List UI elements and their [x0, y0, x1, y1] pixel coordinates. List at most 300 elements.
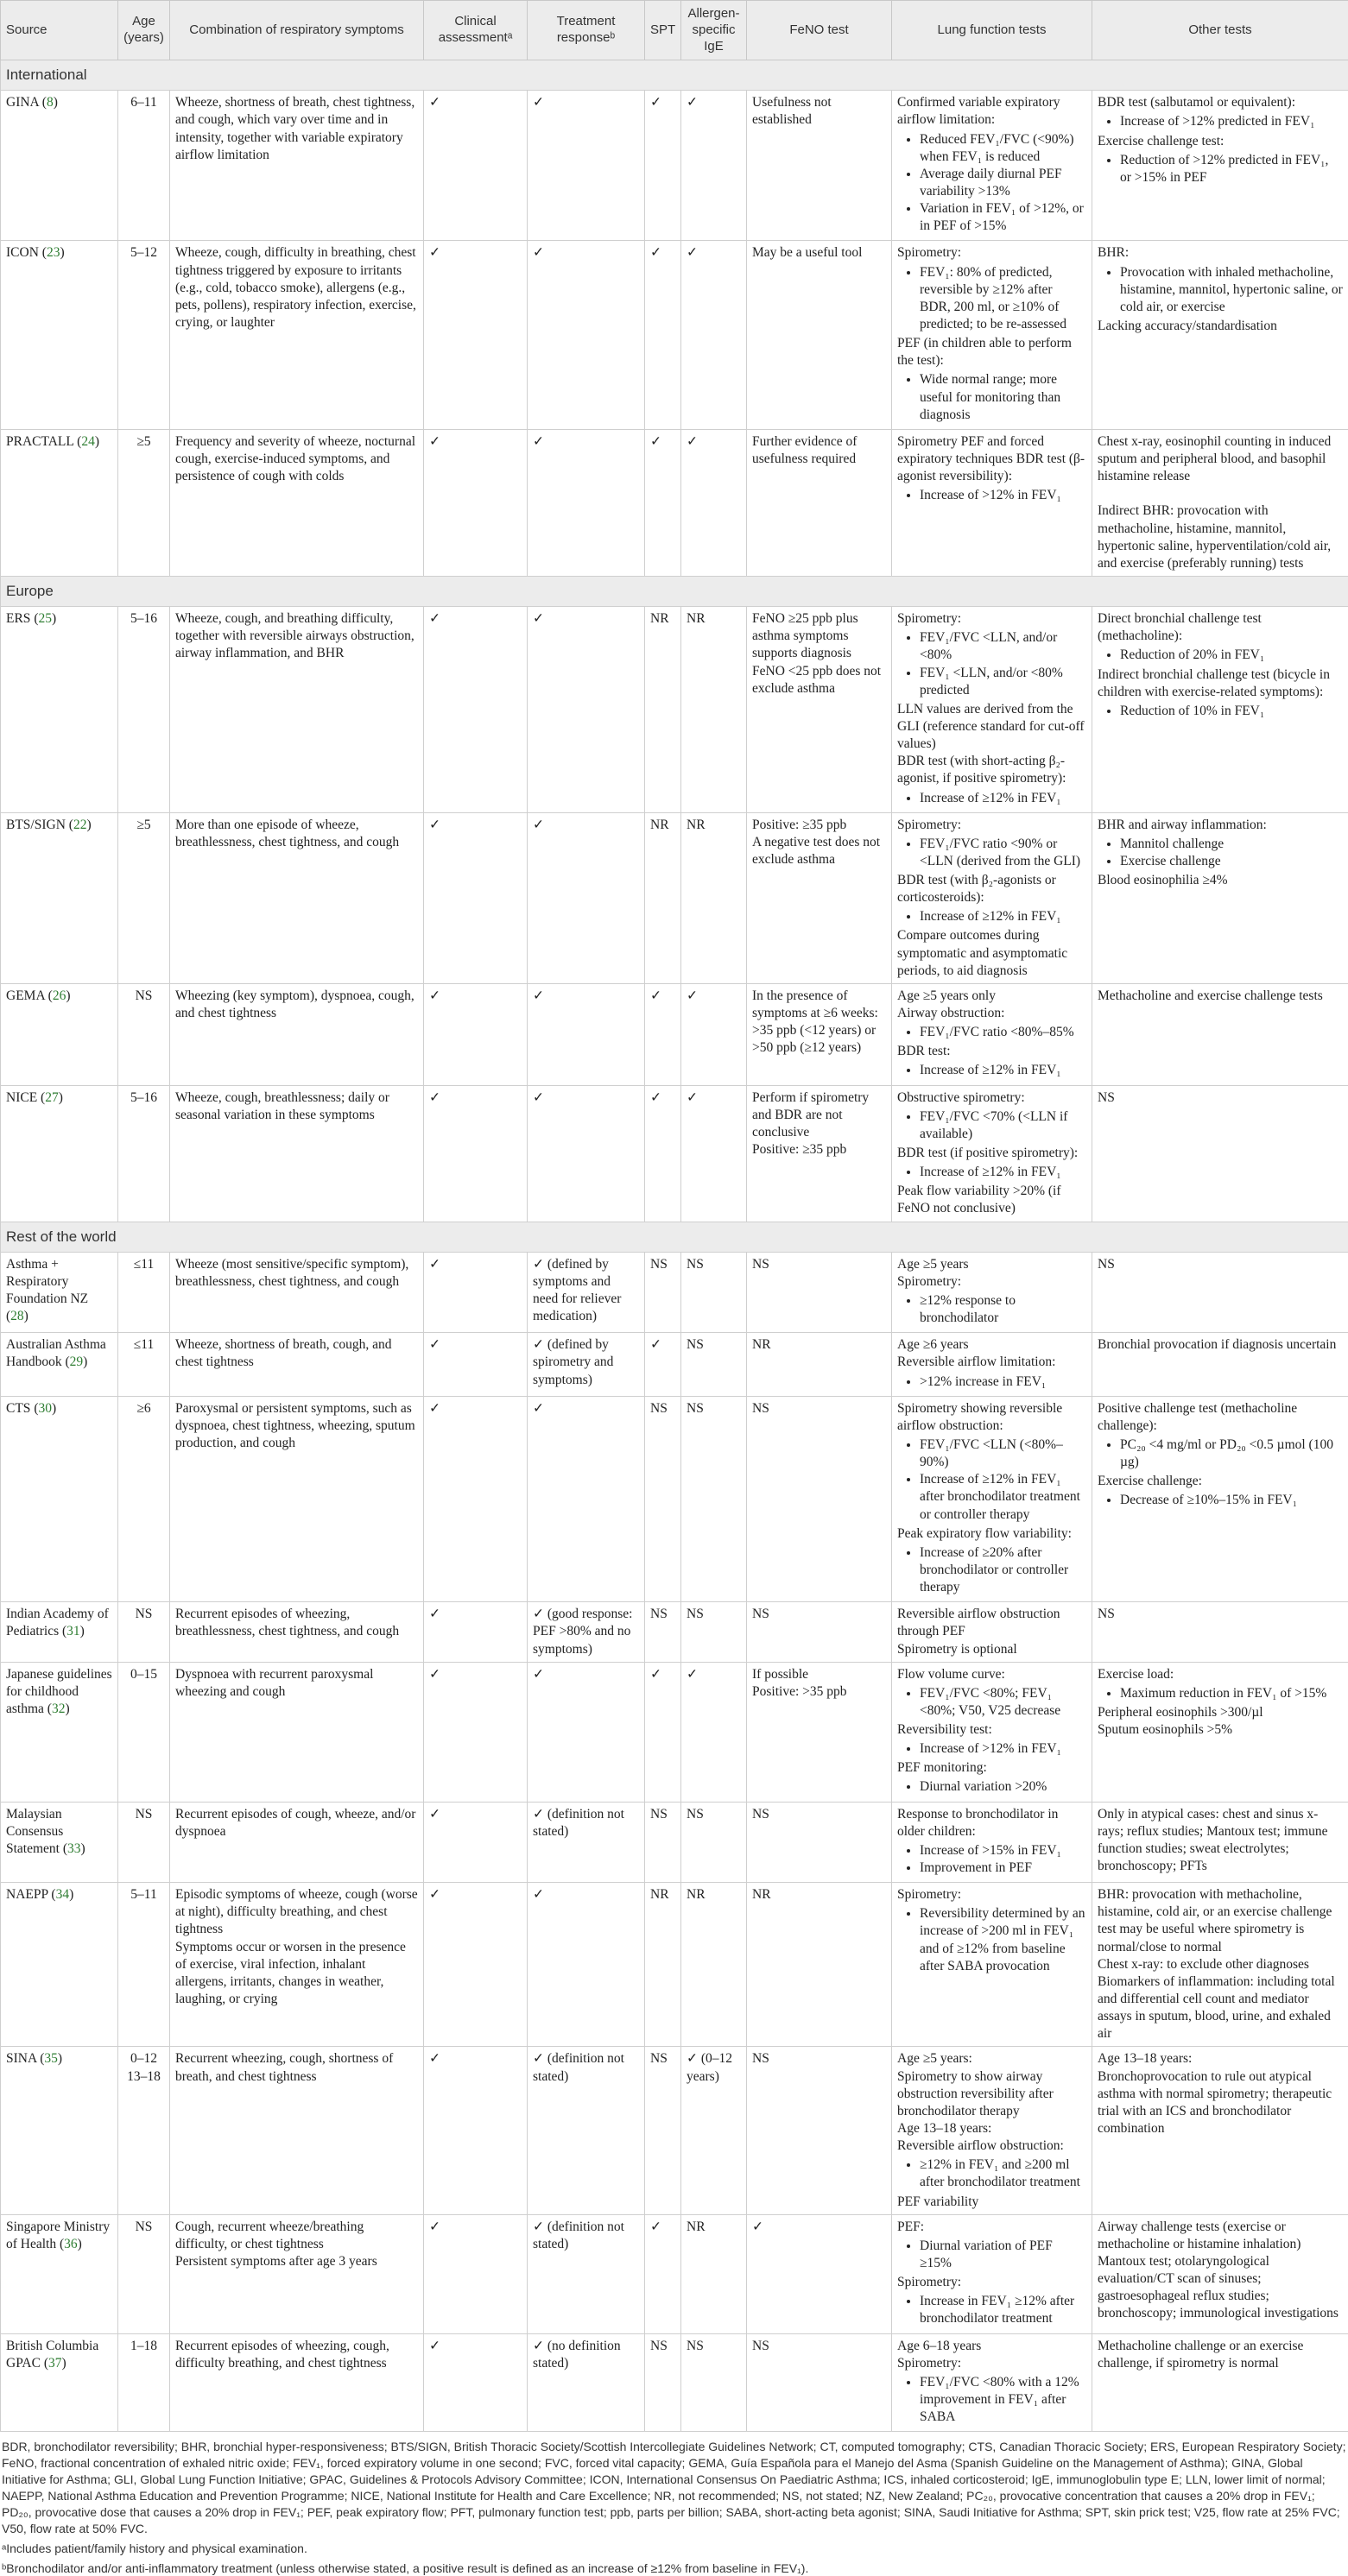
cell-text: Positive challenge test (methacholine challenge):	[1098, 1400, 1343, 1435]
cell-text: Wheeze (most sensitive/specific symptom), breathlessness, chest tightness, and cough	[175, 1256, 418, 1291]
reference-link[interactable]: 26	[53, 988, 66, 1003]
symptoms-cell	[170, 1602, 424, 1662]
cell-text: BHR: provocation with methacholine, histamine, cold air, or an exercise challenge test may be useful where spirometry is normal/close to normal	[1098, 1886, 1343, 1956]
treat-cell: ✓	[528, 1396, 645, 1602]
cell-text: Spirometry:	[897, 244, 1086, 262]
reference-link[interactable]: 24	[81, 434, 95, 449]
ige-cell: NS	[681, 1802, 747, 1883]
clin-cell: ✓	[424, 241, 528, 429]
cell-text: Biomarkers of inflammation: including total and differential cell count and mediator assays in sputum, blood, urine, and exhaled air	[1098, 1973, 1343, 2043]
table-row	[1, 1252, 1348, 1333]
reference-link[interactable]: 36	[64, 2237, 78, 2251]
bullet-item: • Diurnal variation >20%	[920, 1778, 1086, 1796]
source-name: GINA	[6, 95, 39, 110]
source-name: ICON	[6, 245, 39, 260]
symptoms-cell	[170, 1883, 424, 2047]
symptoms-cell	[170, 983, 424, 1085]
source-cell: British Columbia GPAC (37)	[1, 2333, 118, 2432]
cell-text: BDR test (salbutamol or equivalent):	[1098, 94, 1343, 111]
symptoms-cell	[170, 1396, 424, 1602]
bullet-list	[1098, 703, 1343, 720]
cell-text: Reversibility test:	[897, 1721, 1086, 1739]
cell-text: Age ≥5 years:	[897, 2050, 1086, 2068]
cell-text: Lacking accuracy/standardisation	[1098, 318, 1343, 335]
source-cell: Asthma + Respiratory Foundation NZ (28)	[1, 1252, 118, 1333]
reference-link[interactable]: 27	[45, 1090, 59, 1105]
section-title: Europe	[1, 577, 1348, 607]
cell-text: BDR test (if positive spirometry):	[897, 1145, 1086, 1162]
spt-cell: ✓	[645, 1333, 681, 1396]
bullet-item: • FEV₁/FVC <70% (<LLN if available)	[920, 1108, 1086, 1143]
other-tests-cell	[1092, 1396, 1348, 1602]
feno-cell	[747, 1662, 892, 1802]
source-cell: Singapore Ministry of Health (36)	[1, 2214, 118, 2333]
feno-cell	[747, 1602, 892, 1662]
treat-cell: ✓	[528, 1085, 645, 1222]
feno-cell	[747, 983, 892, 1085]
bullet-item: • FEV₁/FVC ratio <80%–85%	[920, 1024, 1086, 1041]
cell-text: Confirmed variable expiratory airflow limitation:	[897, 94, 1086, 129]
symptoms-cell	[170, 429, 424, 576]
feno-cell	[747, 812, 892, 983]
bullet-list	[897, 908, 1086, 925]
cell-text: Recurrent episodes of wheezing, breathlessness, chest tightness, and cough	[175, 1606, 418, 1640]
bullet-list	[1098, 152, 1343, 186]
cell-text: Positive: ≥35 ppb	[752, 1141, 886, 1159]
other-tests-cell	[1092, 1802, 1348, 1883]
section-title: International	[1, 60, 1348, 91]
cell-text: Exercise load:	[1098, 1666, 1343, 1683]
bullet-item: • Reversibility determined by an increase of >200 ml in FEV₁ and of ≥12% from baseline after SABA provocation	[920, 1905, 1086, 1975]
other-tests-cell	[1092, 1602, 1348, 1662]
other-tests-cell	[1092, 241, 1348, 429]
bullet-list	[897, 1544, 1086, 1596]
clin-cell: ✓	[424, 1883, 528, 2047]
other-tests-cell	[1092, 2047, 1348, 2214]
other-tests-cell	[1092, 1333, 1348, 1396]
lung-function-cell	[892, 2214, 1092, 2333]
column-header: Other tests	[1092, 1, 1348, 60]
bullet-item: • ≥12% response to bronchodilator	[920, 1292, 1086, 1327]
age-cell: ≥5	[118, 429, 170, 576]
footnote-a: ᵃIncludes patient/family history and physical examination.	[2, 2541, 1346, 2557]
cell-text: Spirometry is optional	[897, 1641, 1086, 1658]
bullet-item: • Diurnal variation of PEF ≥15%	[920, 2238, 1086, 2272]
treat-cell: ✓ (good response: PEF >80% and no symptoms)	[528, 1602, 645, 1662]
cell-text: More than one episode of wheeze, breathlessness, chest tightness, and cough	[175, 817, 418, 851]
reference-link[interactable]: 22	[73, 818, 87, 832]
table-row	[1, 607, 1348, 813]
other-tests-cell	[1092, 1662, 1348, 1802]
cell-text: Mantoux test; otolaryngological evaluation/CT scan of sinuses; gastroesophageal reflux studies; bronchoscopy; immunological investigations	[1098, 2253, 1343, 2323]
lung-function-cell	[892, 1662, 1092, 1802]
age-cell: NS	[118, 2214, 170, 2333]
table-row	[1, 2333, 1348, 2432]
bullet-item: • Improvement in PEF	[920, 1859, 1086, 1877]
treat-cell: ✓	[528, 241, 645, 429]
cell-text: In the presence of symptoms at ≥6 weeks: >35 ppb (<12 years) or >50 ppb (≥12 years)	[752, 988, 886, 1058]
feno-cell	[747, 2333, 892, 2432]
other-tests-cell	[1092, 983, 1348, 1085]
cell-text: Reversible airflow limitation:	[897, 1354, 1086, 1371]
lung-function-cell	[892, 1396, 1092, 1602]
cell-text: Cough, recurrent wheeze/breathing difficulty, or chest tightness	[175, 2219, 418, 2253]
cell-text: Airway obstruction:	[897, 1005, 1086, 1022]
cell-text: Sputum eosinophils >5%	[1098, 1721, 1343, 1739]
source-cell: ICON (23)	[1, 241, 118, 429]
symptoms-cell	[170, 1662, 424, 1802]
column-header: FeNO test	[747, 1, 892, 60]
bullet-item: • Increase in FEV₁ ≥12% after bronchodilator treatment	[920, 2293, 1086, 2327]
cell-text: Dyspnoea with recurrent paroxysmal wheezing and cough	[175, 1666, 418, 1701]
feno-cell	[747, 607, 892, 813]
reference-link[interactable]: 23	[47, 245, 60, 260]
footnotes	[0, 2432, 1348, 2576]
bullet-item: • FEV₁/FVC <80%; FEV₁ <80%; V50, V25 decrease	[920, 1685, 1086, 1720]
source-name: CTS	[6, 1401, 30, 1416]
age-cell: 5–12	[118, 241, 170, 429]
table-row	[1, 1333, 1348, 1396]
spt-cell: ✓	[645, 1085, 681, 1222]
cell-text: NS	[1098, 1089, 1343, 1107]
clin-cell: ✓	[424, 1396, 528, 1602]
feno-cell	[747, 1883, 892, 2047]
table-row	[1, 1883, 1348, 2047]
cell-text: Spirometry:	[897, 610, 1086, 628]
table-row	[1, 812, 1348, 983]
cell-text: Recurrent episodes of wheezing, cough, difficulty breathing, and chest tightness	[175, 2338, 418, 2372]
ige-cell: ✓ (0–12 years)	[681, 2047, 747, 2214]
spt-cell: NR	[645, 607, 681, 813]
cell-text: Persistent symptoms after age 3 years	[175, 2253, 418, 2270]
table-row	[1, 429, 1348, 576]
spt-cell: NS	[645, 1252, 681, 1333]
symptoms-cell	[170, 241, 424, 429]
cell-text: Chest x-ray: to exclude other diagnoses	[1098, 1956, 1343, 1973]
cell-text: Reversible airflow obstruction:	[897, 2137, 1086, 2155]
table-row	[1, 1085, 1348, 1222]
feno-cell	[747, 1396, 892, 1602]
cell-text: Obstructive spirometry:	[897, 1089, 1086, 1107]
other-tests-cell	[1092, 1883, 1348, 2047]
spt-cell: ✓	[645, 2214, 681, 2333]
cell-text: Spirometry to show airway obstruction reversibility after bronchodilator therapy	[897, 2068, 1086, 2120]
cell-text: Spirometry PEF and forced expiratory techniques BDR test (β-agonist reversibility):	[897, 433, 1086, 485]
symptoms-cell	[170, 607, 424, 813]
cell-text: Spirometry:	[897, 1886, 1086, 1904]
cell-text: BHR and airway inflammation:	[1098, 817, 1343, 834]
spt-cell: NS	[645, 1602, 681, 1662]
table-row	[1, 241, 1348, 429]
cell-text: Symptoms occur or worsen in the presence of exercise, viral infection, inhalant allergens, irritants, changes in weather, laughing, or crying	[175, 1939, 418, 2009]
bullet-list	[897, 2156, 1086, 2191]
bullet-item: • ≥12% in FEV₁ and ≥200 ml after bronchodilator treatment	[920, 2156, 1086, 2191]
source-name: British Columbia GPAC	[6, 2339, 98, 2371]
other-tests-cell	[1092, 1085, 1348, 1222]
reference-link[interactable]: 28	[10, 1309, 24, 1323]
feno-cell	[747, 1252, 892, 1333]
clin-cell: ✓	[424, 2214, 528, 2333]
cell-text: NS	[1098, 1606, 1343, 1623]
age-cell: 5–16	[118, 607, 170, 813]
clin-cell: ✓	[424, 2047, 528, 2214]
column-header: Combination of respiratory symptoms	[170, 1, 424, 60]
ige-cell: NR	[681, 607, 747, 813]
reference-link[interactable]: 37	[48, 2356, 62, 2371]
source-cell: SINA (35)	[1, 2047, 118, 2214]
cell-text: Blood eosinophilia ≥4%	[1098, 872, 1343, 889]
cell-text: Bronchial provocation if diagnosis uncertain	[1098, 1336, 1343, 1354]
column-header: Allergen-specific IgE	[681, 1, 747, 60]
column-header: Age (years)	[118, 1, 170, 60]
cell-text: Response to bronchodilator in older children:	[897, 1806, 1086, 1840]
spt-cell: ✓	[645, 983, 681, 1085]
reference-link[interactable]: 32	[52, 1702, 66, 1716]
source-cell: PRACTALL (24)	[1, 429, 118, 576]
cell-text: Methacholine and exercise challenge tests	[1098, 988, 1343, 1005]
reference-link[interactable]: 8	[47, 95, 54, 110]
treat-cell: ✓ (no definition stated)	[528, 2333, 645, 2432]
cell-text: Positive: >35 ppb	[752, 1683, 886, 1701]
bullet-list	[1098, 647, 1343, 664]
table-body	[1, 60, 1348, 2432]
cell-text: Frequency and severity of wheeze, nocturnal cough, exercise-induced symptoms, and persistence of cough with colds	[175, 433, 418, 485]
cell-text: Spirometry:	[897, 2274, 1086, 2291]
lung-function-cell	[892, 812, 1092, 983]
cell-text: Reversible airflow obstruction through PEF	[897, 1606, 1086, 1640]
treat-cell: ✓	[528, 983, 645, 1085]
cell-text: Recurrent wheezing, cough, shortness of breath, and chest tightness	[175, 2050, 418, 2085]
lung-function-cell	[892, 1085, 1092, 1222]
other-tests-cell	[1092, 812, 1348, 983]
section-row	[1, 1222, 1348, 1252]
cell-text: Recurrent episodes of cough, wheeze, and/or dyspnoea	[175, 1806, 418, 1840]
source-name: BTS/SIGN	[6, 818, 66, 832]
treat-cell: ✓	[528, 429, 645, 576]
ige-cell: NR	[681, 2214, 747, 2333]
reference-link[interactable]: 30	[38, 1401, 52, 1416]
source-cell: NAEPP (34)	[1, 1883, 118, 2047]
column-header: Lung function tests	[892, 1, 1092, 60]
source-cell: Indian Academy of Pediatrics (31)	[1, 1602, 118, 1662]
table-row	[1, 1396, 1348, 1602]
source-cell: CTS (30)	[1, 1396, 118, 1602]
bullet-list	[897, 1292, 1086, 1327]
cell-text: Compare outcomes during symptomatic and asymptomatic periods, to aid diagnosis	[897, 927, 1086, 979]
cell-text: FeNO <25 ppb does not exclude asthma	[752, 663, 886, 698]
bullet-item: • Increase of ≥12% in FEV₁	[920, 1164, 1086, 1181]
bullet-item: • Variation in FEV₁ of >12%, or in PEF of >15%	[920, 200, 1086, 235]
table-row	[1, 2047, 1348, 2214]
ige-cell: ✓	[681, 429, 747, 576]
age-cell: 5–16	[118, 1085, 170, 1222]
bullet-item: • Increase of ≥20% after bronchodilator or controller therapy	[920, 1544, 1086, 1596]
spt-cell: NR	[645, 1883, 681, 2047]
cell-text: Wheeze, shortness of breath, chest tightness, and cough, which vary over time and in intensity, together with variable expiratory airflow limitation	[175, 94, 418, 164]
ige-cell: ✓	[681, 91, 747, 241]
bullet-item: • FEV₁/FVC <80% with a 12% improvement in FEV₁ after SABA	[920, 2374, 1086, 2426]
cell-text: BHR:	[1098, 244, 1343, 262]
cell-text: Spirometry:	[897, 2355, 1086, 2372]
clin-cell: ✓	[424, 91, 528, 241]
spt-cell: ✓	[645, 1662, 681, 1802]
ige-cell: NS	[681, 1252, 747, 1333]
spt-cell: ✓	[645, 241, 681, 429]
feno-cell	[747, 429, 892, 576]
spt-cell: NS	[645, 2333, 681, 2432]
reference-link[interactable]: 34	[56, 1887, 70, 1902]
treat-cell: ✓	[528, 607, 645, 813]
age-cell: ≥6	[118, 1396, 170, 1602]
bullet-item: • Exercise challenge	[1120, 853, 1343, 870]
bullet-list	[897, 1024, 1086, 1041]
cell-text: Spirometry:	[897, 817, 1086, 834]
bullet-item: • Increase of >12% in FEV₁	[920, 1740, 1086, 1758]
cell-text: Wheeze, shortness of breath, cough, and chest tightness	[175, 1336, 418, 1371]
lung-function-cell	[892, 607, 1092, 813]
source-cell: GEMA (26)	[1, 983, 118, 1085]
source-name: Australian Asthma Handbook	[6, 1337, 106, 1369]
reference-link[interactable]: 33	[67, 1841, 81, 1856]
cell-text: Episodic symptoms of wheeze, cough (worse at night), difficulty breathing, and chest tightness	[175, 1886, 418, 1938]
reference-link[interactable]: 31	[66, 1624, 80, 1638]
lung-function-cell	[892, 241, 1092, 429]
cell-text: Only in atypical cases: chest and sinus x-rays; reflux studies; Mantoux test; immune function studies; sweat electrolytes; bronchoscopy; PFTs	[1098, 1806, 1343, 1876]
clin-cell: ✓	[424, 1085, 528, 1222]
clin-cell: ✓	[424, 1802, 528, 1883]
cell-text: Peak flow variability >20% (if FeNO not conclusive)	[897, 1183, 1086, 1217]
spt-cell: ✓	[645, 91, 681, 241]
reference-link[interactable]: 25	[38, 611, 52, 626]
reference-link[interactable]: 29	[70, 1354, 84, 1369]
bullet-list	[897, 371, 1086, 423]
feno-cell	[747, 1333, 892, 1396]
cell-text: Further evidence of usefulness required	[752, 433, 886, 468]
treat-cell: ✓ (definition not stated)	[528, 2047, 645, 2214]
reference-link[interactable]: 35	[44, 2051, 58, 2066]
bullet-list	[897, 1436, 1086, 1524]
bullet-item: • Wide normal range; more useful for monitoring than diagnosis	[920, 371, 1086, 423]
bullet-list	[1098, 113, 1343, 130]
source-cell: Australian Asthma Handbook (29)	[1, 1333, 118, 1396]
source-cell: GINA (8)	[1, 91, 118, 241]
ige-cell: ✓	[681, 983, 747, 1085]
bullet-item: • Maximum reduction in FEV₁ of >15%	[1120, 1685, 1343, 1702]
column-header: Clinical assessmentᵃ	[424, 1, 528, 60]
cell-text: If possible	[752, 1666, 886, 1683]
ige-cell: NS	[681, 1602, 747, 1662]
column-header: SPT	[645, 1, 681, 60]
table-row	[1, 983, 1348, 1085]
ige-cell: NS	[681, 1396, 747, 1602]
bullet-list	[897, 2374, 1086, 2426]
cell-text: NR	[752, 1886, 886, 1904]
bullet-list	[897, 629, 1086, 699]
bullet-item: • >12% increase in FEV₁	[920, 1373, 1086, 1391]
bullet-list	[897, 1108, 1086, 1143]
table-header	[1, 1, 1348, 60]
symptoms-cell	[170, 2047, 424, 2214]
bullet-item: • Reduction of >12% predicted in FEV₁, or >15% in PEF	[1120, 152, 1343, 186]
source-name: Indian Academy of Pediatrics	[6, 1607, 109, 1638]
lung-function-cell	[892, 1333, 1092, 1396]
cell-text: Bronchoprovocation to rule out atypical asthma with normal spirometry; therapeutic trial with an ICS and bronchodilator combination	[1098, 2068, 1343, 2138]
feno-cell	[747, 91, 892, 241]
spt-cell: NR	[645, 812, 681, 983]
source-cell: Malaysian Consensus Statement (33)	[1, 1802, 118, 1883]
source-name: GEMA	[6, 988, 45, 1003]
cell-text: Wheeze, cough, difficulty in breathing, chest tightness triggered by exposure to irritants (e.g., cold, tobacco smoke), allergens (e.g., pets, pollens), respiratory infection, exercise, crying, or laughter	[175, 244, 418, 331]
symptoms-cell	[170, 1802, 424, 1883]
treat-cell: ✓	[528, 91, 645, 241]
bullet-list	[1098, 1436, 1343, 1471]
cell-text: Usefulness not established	[752, 94, 886, 129]
bullet-list	[897, 1164, 1086, 1181]
source-name: NAEPP	[6, 1887, 48, 1902]
spt-cell: NS	[645, 1802, 681, 1883]
cell-text: NS	[752, 1806, 886, 1823]
spt-cell: NS	[645, 2047, 681, 2214]
treat-cell: ✓	[528, 812, 645, 983]
bullet-list	[897, 1685, 1086, 1720]
symptoms-cell	[170, 812, 424, 983]
symptoms-cell	[170, 1085, 424, 1222]
bullet-item: • Reduced FEV₁/FVC (<90%) when FEV₁ is reduced	[920, 131, 1086, 166]
cell-text: ✓	[752, 2219, 886, 2236]
bullet-item: • Increase of >12% in FEV₁	[920, 487, 1086, 504]
table-row	[1, 2214, 1348, 2333]
cell-text: Age ≥6 years	[897, 1336, 1086, 1354]
spt-cell: NS	[645, 1396, 681, 1602]
other-tests-cell	[1092, 91, 1348, 241]
bullet-list	[897, 1842, 1086, 1877]
section-row	[1, 60, 1348, 91]
cell-text: Airway challenge tests (exercise or methacholine or histamine inhalation)	[1098, 2219, 1343, 2253]
cell-text: PEF:	[897, 2219, 1086, 2236]
bullet-list	[897, 836, 1086, 870]
source-name: PRACTALL	[6, 434, 73, 449]
bullet-list	[897, 1062, 1086, 1079]
cell-text: A negative test does not exclude asthma	[752, 834, 886, 868]
age-cell: ≥5	[118, 812, 170, 983]
bullet-item: • PC₂₀ <4 mg/ml or PD₂₀ <0.5 µmol (100 µg)	[1120, 1436, 1343, 1471]
cell-text: FeNO ≥25 ppb plus asthma symptoms supports diagnosis	[752, 610, 886, 662]
bullet-list	[1098, 1492, 1343, 1509]
bullet-item: • FEV₁: 80% of predicted, reversible by ≥12% after BDR, 200 ml, or ≥10% of predicted; to be re-assessed	[920, 264, 1086, 334]
cell-text: LLN values are derived from the GLI (reference standard for cut-off values)	[897, 701, 1086, 753]
cell-text: Wheeze, cough, and breathing difficulty, together with reversible airways obstruction, airway inflammation, and BHR	[175, 610, 418, 662]
cell-text: Age ≥5 years only	[897, 988, 1086, 1005]
feno-cell	[747, 1085, 892, 1222]
lung-function-cell	[892, 1252, 1092, 1333]
bullet-item: • Increase of ≥12% in FEV₁ after bronchodilator treatment or controller therapy	[920, 1471, 1086, 1523]
column-header: Source	[1, 1, 118, 60]
lung-function-cell	[892, 1602, 1092, 1662]
age-cell: 0–12 13–18	[118, 2047, 170, 2214]
bullet-item: • FEV₁/FVC ratio <90% or <LLN (derived from the GLI)	[920, 836, 1086, 870]
source-name: Japanese guidelines for childhood asthma	[6, 1667, 112, 1716]
source-name: Singapore Ministry of Health	[6, 2219, 110, 2251]
bullet-list	[897, 131, 1086, 236]
treat-cell: ✓	[528, 1883, 645, 2047]
symptoms-cell	[170, 1252, 424, 1333]
treat-cell: ✓ (definition not stated)	[528, 2214, 645, 2333]
bullet-item: • Reduction of 10% in FEV₁	[1120, 703, 1343, 720]
cell-text: Age ≥5 years	[897, 1256, 1086, 1273]
cell-text: NS	[752, 1606, 886, 1623]
bullet-list	[897, 1373, 1086, 1391]
bullet-item: • Average daily diurnal PEF variability >13%	[920, 166, 1086, 200]
